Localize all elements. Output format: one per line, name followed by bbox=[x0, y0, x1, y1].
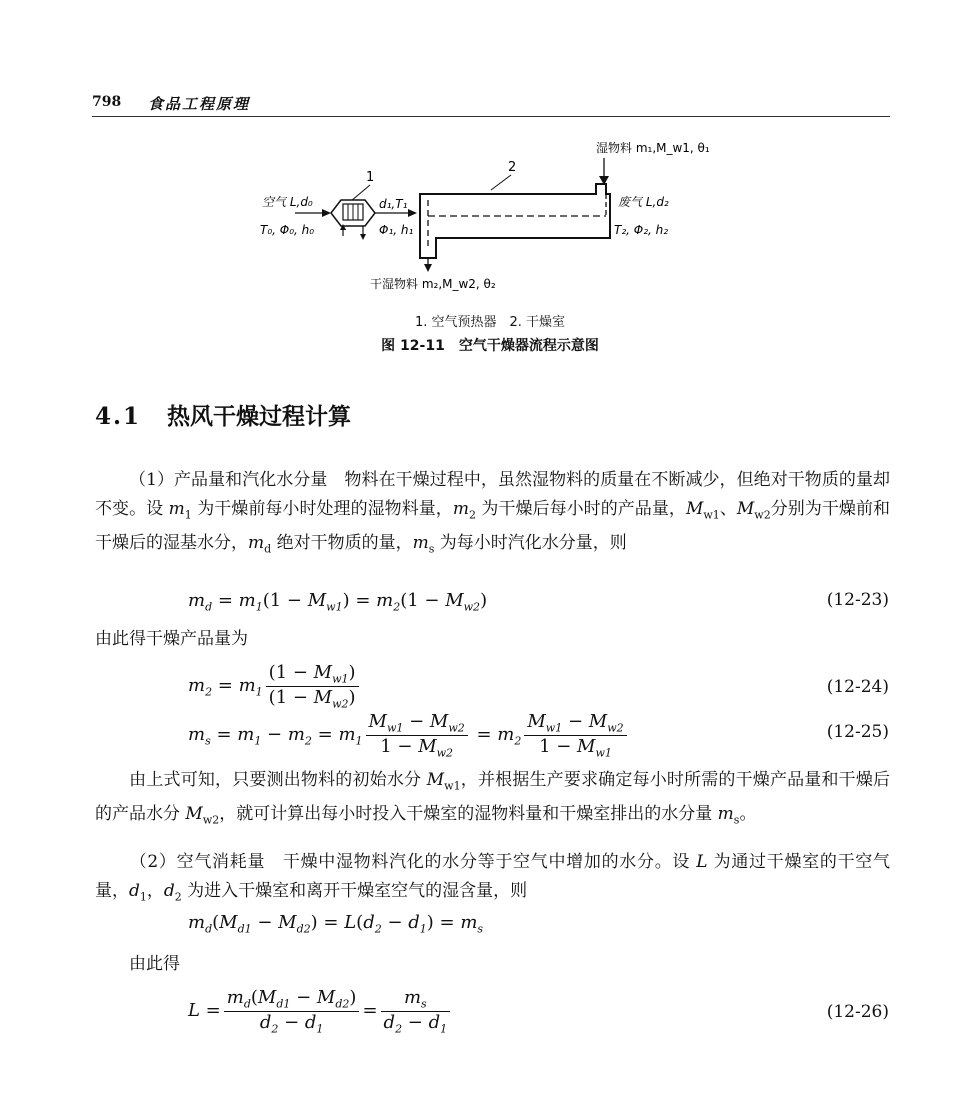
p5-text: 由此得 bbox=[129, 954, 180, 974]
paragraph-3: 由上式可知，只要测出物料的初始水分 $M_{w1}$，并根据生产要求确定每小时所需的干燥产品量和干燥后的产品水分 $M_{w2}$，就可计算出每小时投入干燥室的湿物料量和干燥室排出的水分量 $m_s$。 bbox=[95, 770, 890, 827]
figure-caption: 图 12-11 空气干燥器流程示意图 bbox=[381, 338, 599, 354]
output-material-label: 干湿物料 m₂,M_w2, θ₂ bbox=[370, 277, 496, 291]
equation-12-25: $m_s = m_1 - m_2 = m_1$ $\frac{M_{w1} - M_{w2}}{1 - M_{w2}}$ = $m_2$ $\frac{M_{w1} - M_{w2}}{1 - M_{w1}}$ bbox=[188, 711, 630, 759]
heated-air-params: Φ₁, h₁ bbox=[379, 223, 414, 237]
paragraph-4: （2）空气消耗量 干燥中湿物料汽化的水分等于空气中增加的水分。设 L 为通过干燥室的干空气量，$d_1$，$d_2$ 为进入干燥室和离开干燥室空气的湿含量，则 bbox=[95, 852, 890, 904]
exhaust-params: T₂, Φ₂, h₂ bbox=[614, 223, 669, 237]
p4-text-d: 为进入干燥室和离开干燥室空气的湿含量，则 bbox=[181, 881, 528, 901]
equation-12-23: $m_d = m_1(1 - M_{w1}) = m_2(1 - M_{w2})$ bbox=[188, 590, 488, 614]
p1-text-a: （1）产品量和汽化水分量 物料在干燥过程中，虽然湿物料的质量在不断减少，但绝对干物质的量却不变。设 bbox=[95, 470, 890, 519]
p3-text-b: ，并根据生产要求确定每小时所需的干燥产品量和干燥后的产品水分 bbox=[95, 770, 890, 825]
p3-text-d: 。 bbox=[739, 804, 757, 825]
p4-text-a: （2）空气消耗量 干燥中湿物料汽化的水分等于空气中增加的水分。设 bbox=[129, 852, 697, 872]
section-number: 4.1 bbox=[95, 403, 142, 430]
section-title: 热风干燥过程计算 bbox=[167, 403, 352, 430]
paragraph-5 bbox=[95, 950, 890, 979]
drying-chamber bbox=[420, 184, 610, 258]
p4-text-c: ， bbox=[146, 881, 164, 901]
page-number: 798 bbox=[92, 94, 122, 110]
p1-text-e: 分别为干燥前和干燥后的湿基水分， bbox=[95, 499, 891, 554]
equation-12-24: $m_2 = m_1$ $\frac{(1 - M_{w1})}{(1 - M_{w2})}$ bbox=[188, 662, 362, 710]
p1-text-g: 为每小时汽化水分量，则 bbox=[434, 533, 627, 554]
section-heading bbox=[95, 398, 351, 431]
equation-number-12-26: (12-26) bbox=[826, 1002, 889, 1022]
input-material-label: 湿物料 m₁,M_w1, θ₁ bbox=[596, 141, 710, 155]
equation-12-26: L = $\frac{m_d(M_{d1} - M_{d2})}{d_2 - d_1}$ = $\frac{m_s}{d_2 - d_1}$ bbox=[188, 987, 453, 1035]
p3-text-a: 由上式可知，只要测出物料的初始水分 bbox=[129, 770, 427, 790]
p4-text-b: 为通过干燥室的干空气量， bbox=[95, 852, 890, 901]
header-rule bbox=[92, 116, 890, 117]
paragraph-2: 由此得干燥产品量为 bbox=[95, 629, 248, 649]
air-in-label: 空气 L,d₀ bbox=[262, 195, 313, 209]
book-title: 食品工程原理 bbox=[148, 95, 251, 113]
air-in-params: T₀, Φ₀, h₀ bbox=[260, 223, 315, 237]
p1-text-b: 为干燥前每小时处理的湿物料量， bbox=[191, 499, 453, 519]
equation-number-12-24: (12-24) bbox=[826, 677, 889, 697]
dryer-flow-diagram bbox=[240, 138, 760, 298]
p3-text-c: ，就可计算出每小时投入干燥室的湿物料量和干燥室排出的水分量 bbox=[219, 804, 718, 825]
p1-text-f: 绝对干物质的量， bbox=[271, 533, 413, 554]
equation-number-12-23: (12-23) bbox=[826, 590, 889, 610]
paragraph-1: （1）产品量和汽化水分量 物料在干燥过程中，虽然湿物料的质量在不断减少，但绝对干物质的量却不变。设 $m_1$ 为干燥前每小时处理的湿物料量，$m_2$ 为干燥后每小时的产品量，$M_{w1}$、$M_{w2}$分别为干燥前和干燥后的湿基水分，$m_d$ 绝对干物质的量，$m_s$ 为每小时汽化水分量，则 bbox=[95, 470, 891, 556]
p1-text-c: 为干燥后每小时的产品量， bbox=[475, 499, 686, 519]
p1-text-d: 、 bbox=[719, 499, 737, 519]
figure-legend: 1. 空气预热器 2. 干燥室 bbox=[414, 315, 566, 330]
heated-air-label: d₁,T₁ bbox=[379, 197, 408, 211]
exhaust-label: 废气 L,d₂ bbox=[618, 195, 669, 209]
equation-number-12-25: (12-25) bbox=[826, 722, 889, 742]
equation-mass-balance: $m_d(M_{d1} - M_{d2}) = L(d_2 - d_1) = m_s$ bbox=[188, 912, 484, 936]
label-1: 1 bbox=[366, 170, 375, 185]
label-2: 2 bbox=[508, 160, 517, 175]
